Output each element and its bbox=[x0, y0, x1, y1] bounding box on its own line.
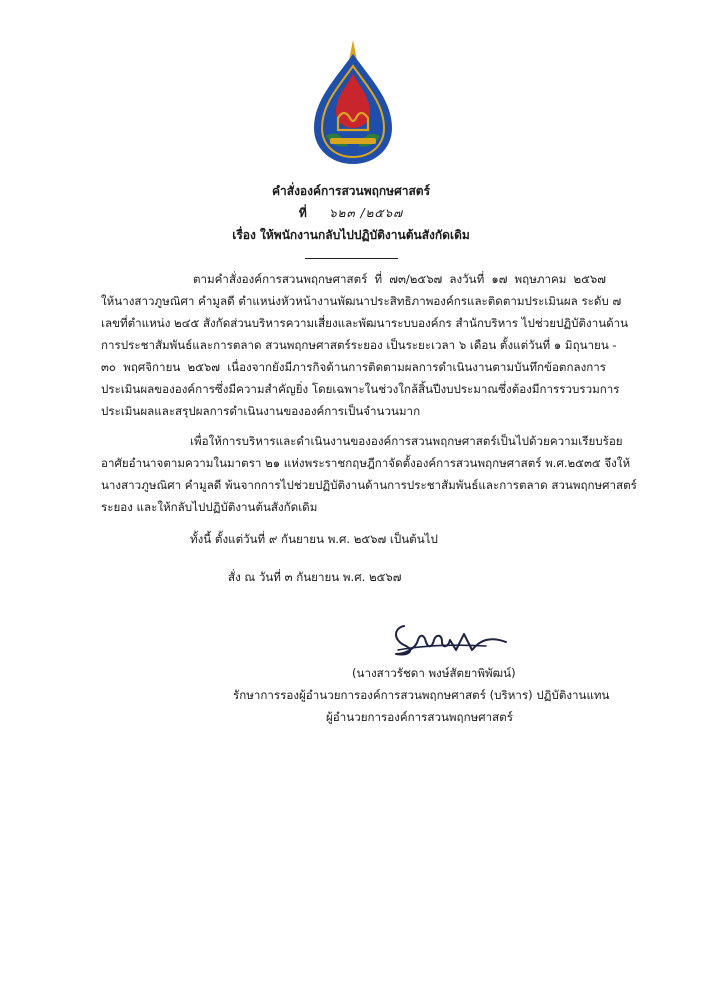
paragraph-1-line-7: ประเมินผลและสรุปผลการดำเนินงานขององค์การเป็นจำนวนมาก bbox=[101, 404, 421, 418]
botanical-garden-logo bbox=[312, 40, 394, 168]
effective-date-line: ทั้งนี้ ตั้งแต่วันที่ ๙ กันยายน พ.ศ. ๒๕๖๗ เป็นต้นไป bbox=[190, 532, 438, 546]
order-number-label: ที่ bbox=[298, 206, 307, 220]
paragraph-1-line-1: ตามคำสั่งองค์การสวนพฤกษศาสตร์ ที่ ๗๓/๒๕๖๗ ลงวันที่ ๑๗ พฤษภาคม ๒๕๖๗ bbox=[193, 272, 606, 286]
order-number-line bbox=[0, 204, 702, 223]
signer-position-line-1: รักษาการรองผู้อำนวยการองค์การสวนพฤกษศาสตร์ (บริหาร) ปฏิบัติงานแทน bbox=[233, 688, 610, 702]
ordered-date-line: สั่ง ณ วันที่ ๓ กันยายน พ.ศ. ๒๕๖๗ bbox=[228, 570, 402, 584]
signer-position-line-2: ผู้อำนวยการองค์การสวนพฤกษศาสตร์ bbox=[326, 710, 513, 724]
handwritten-signature bbox=[390, 620, 510, 660]
order-title: คำสั่งองค์การสวนพฤกษศาสตร์ bbox=[271, 184, 431, 198]
signer-name: (นางสาวรัชดา พงษ์สัตยาพิพัฒน์) bbox=[352, 666, 516, 680]
order-number-value: ๖๒๓ /๒๕๖๗ bbox=[328, 206, 404, 220]
paragraph-2-line-4: ระยอง และให้กลับไปปฏิบัติงานต้นสังกัดเดิม bbox=[101, 500, 318, 514]
paragraph-1-line-2: ให้นางสาวภูษณิศา คำมูลดี ตำแหน่งหัวหน้างานพัฒนาประสิทธิภาพองค์กรและติดตามประเมินผล ระดับ ๗ bbox=[101, 294, 622, 308]
paragraph-2-line-1: เพื่อให้การบริหารและดำเนินงานขององค์การสวนพฤกษศาสตร์เป็นไปด้วยความเรียบร้อย bbox=[190, 434, 623, 448]
paragraph-1-line-6: ประเมินผลขององค์การซึ่งมีความสำคัญยิ่ง โดยเฉพาะในช่วงใกล้สิ้นปีงบประมาณซึ่งต้องมีการรวบรวมการ bbox=[101, 382, 620, 396]
paragraph-1-line-3: เลขที่ตำแหน่ง ๒๔๕ สังกัดส่วนบริหารความเสี่ยงและพัฒนาระบบองค์กร สำนักบริหาร ไปช่วยปฏิบัติงานด้าน bbox=[101, 316, 629, 330]
paragraph-2-line-2: อาศัยอำนาจตามความในมาตรา ๒๑ แห่งพระราชกฤษฎีกาจัดตั้งองค์การสวนพฤกษศาสตร์ พ.ศ.๒๕๓๕ จึงให้ bbox=[101, 456, 631, 470]
paragraph-2-line-3: นางสาวภูษณิศา คำมูลดี พ้นจากการไปช่วยปฏิบัติงานด้านการประชาสัมพันธ์และการตลาด สวนพฤกษศาสตร์ bbox=[101, 478, 637, 492]
title-divider bbox=[305, 258, 398, 259]
order-subject: เรื่อง ให้พนักงานกลับไปปฏิบัติงานต้นสังกัดเดิม bbox=[232, 228, 470, 242]
paragraph-1-line-5: ๓๐ พฤศจิกายน ๒๕๖๗ เนื่องจากยังมีภารกิจด้านการติดตามผลการดำเนินงานตามบันทึกข้อตกลงการ bbox=[101, 360, 606, 374]
paragraph-1-line-4: การประชาสัมพันธ์และการตลาด สวนพฤกษศาสตร์ระยอง เป็นระยะเวลา ๖ เดือน ตั้งแต่วันที่ ๑ มิถุนายน - bbox=[101, 338, 617, 352]
